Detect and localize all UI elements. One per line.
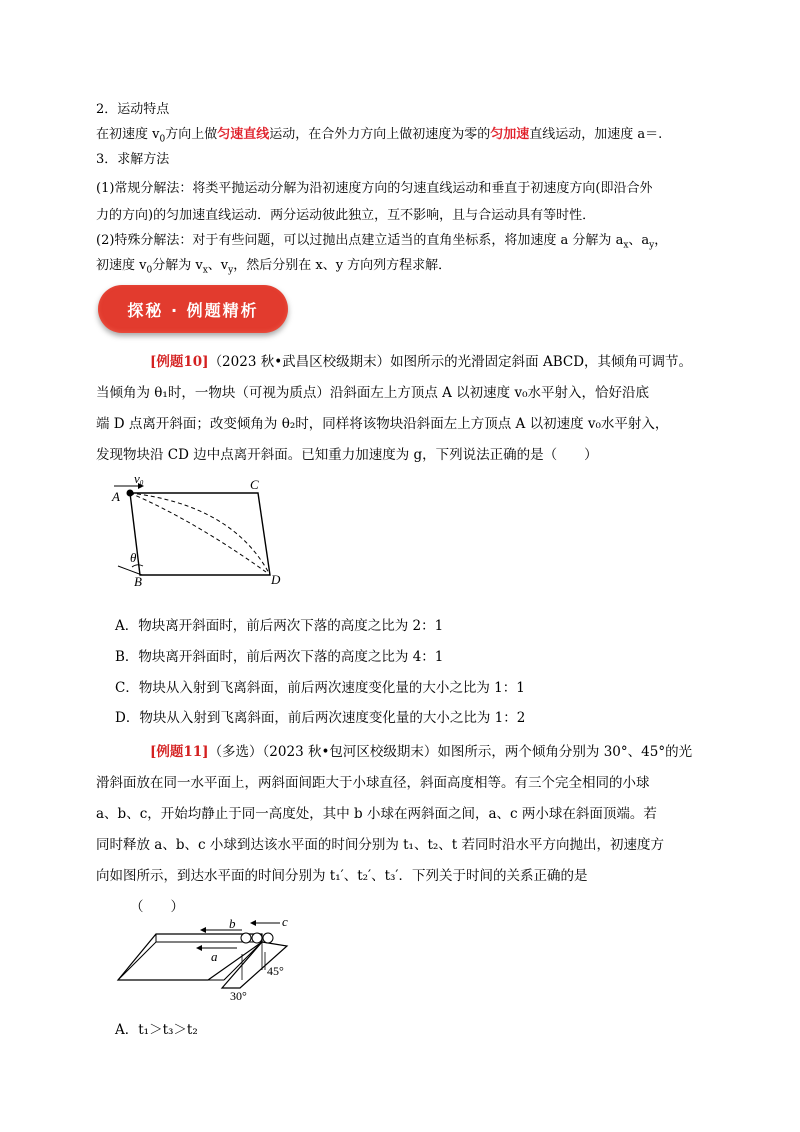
highlight-uniform-accel: 匀加速 — [490, 127, 530, 142]
two-inclines-figure — [112, 912, 302, 1007]
section-banner — [98, 285, 288, 333]
text-run: ， — [654, 233, 668, 248]
label-30: 30° — [230, 989, 247, 1003]
subscript: x — [202, 265, 208, 276]
method-2-line-2 — [96, 254, 451, 276]
example-11-line-1 — [150, 740, 692, 760]
section-2-heading: 2．运动特点 — [96, 102, 170, 117]
arrow-b-head — [200, 927, 206, 933]
ball-a — [241, 933, 251, 943]
arrow-c-head — [250, 920, 256, 926]
text-run: (2)特殊分解法：对于有些问题，可以过抛出点建立适当的直角坐标系，将加速度 a 分解为 a — [96, 233, 624, 248]
example-10-option-c: C．物块从入射到飞离斜面，前后两次速度变化量的大小之比为 1：1 — [115, 680, 525, 696]
label-theta: θ — [130, 550, 137, 565]
example-11-line-6: （ ） — [130, 899, 184, 915]
trajectory-2 — [130, 493, 270, 575]
example-11-line-2: 滑斜面放在同一水平面上，两斜面间距大于小球直径，斜面高度相等。有三个完全相同的小球 — [96, 775, 650, 791]
example-11-line-4: 同时释放 a、b、c 小球到达该水平面的时间分别为 t₁、t₂、t 若同时沿水平方向抛出，初速度方 — [96, 837, 665, 853]
example-10-tag: [例题10] — [150, 354, 209, 370]
text-run: ，然后分别在 x、y 方向列方程求解． — [233, 258, 452, 273]
ball-c — [263, 933, 273, 943]
example-10-option-d: D．物块从入射到飞离斜面，前后两次速度变化量的大小之比为 1：2 — [115, 710, 526, 726]
example-10-line-3: 端 D 点离开斜面；改变倾角为 θ₂时，同样将该物块沿斜面左上方顶点 A 以初速度 v₀水平射入， — [96, 416, 669, 432]
label-v0 — [134, 471, 144, 487]
example-11-tag: [例题11] — [150, 744, 209, 760]
trajectory-1 — [130, 493, 266, 572]
subscript: 0 — [159, 134, 166, 145]
highlight-uniform-linear: 匀速直线 — [217, 127, 270, 142]
method-2-line-1 — [96, 229, 667, 251]
ball-b — [252, 933, 262, 943]
banner-text: 探秘 · 例题精析 — [127, 300, 259, 320]
example-11-line-3: a、b、c，开始均静止于同一高度处，其中 b 小球在两斜面之间，a、c 两小球在斜面顶端。若 — [96, 806, 657, 822]
v0-text: v — [134, 471, 140, 486]
text-run: 初速度 v — [96, 258, 147, 273]
section-2-text — [96, 123, 662, 145]
example-10-line-2: 当倾角为 θ₁时，一物块（可视为质点）沿斜面左上方顶点 A 以初速度 v₀水平射入，恰好沿底 — [96, 385, 649, 401]
example-11-option-a: A．t₁＞t₃＞t₂ — [115, 1022, 198, 1038]
method-1-line-2: 力的方向)的匀加速直线运动．两分运动彼此独立，互不影响，且与合运动具有等时性． — [96, 208, 596, 223]
example-10-line-4: 发现物块沿 CD 边中点离开斜面。已知重力加速度为 g，下列说法正确的是（ ） — [96, 447, 598, 463]
label-c: c — [282, 914, 288, 929]
text-run: 、a — [628, 233, 650, 248]
incline-30-face — [118, 942, 156, 980]
v0-subscript: 0 — [139, 479, 144, 487]
text-run: 运动，在合外力方向上做初速度为零的 — [269, 127, 491, 142]
text-run: 、v — [207, 258, 229, 273]
arrow-a-head — [196, 945, 202, 951]
text-run: 在初速度 v — [96, 127, 160, 142]
label-a: a — [211, 949, 218, 964]
text-run: 直线运动，加速度 a＝. — [529, 127, 663, 142]
method-1-line-1: (1)常规分解法：将类平抛运动分解为沿初速度方向的匀速直线运动和垂直于初速度方向(即沿合外 — [96, 181, 653, 196]
label-b: B — [134, 574, 142, 589]
incline-outline — [130, 493, 270, 575]
example-11-line-5: 向如图所示，到达水平面的时间分别为 t₁′、t₂′、t₃′．下列关于时间的关系正确的是 — [96, 868, 588, 884]
example-10-option-a: A．物块离开斜面时，前后两次下落的高度之比为 2：1 — [115, 618, 444, 634]
example-10-line-1 — [150, 350, 692, 370]
text-run: （多选）（2023 秋•包河区校级期末）如图所示，两个倾角分别为 30°、45°的光 — [208, 744, 693, 760]
label-b: b — [229, 916, 236, 931]
angle-arc — [132, 565, 143, 567]
label-d: D — [271, 572, 281, 587]
text-run: 方向上做 — [165, 127, 218, 142]
incline-30 — [118, 934, 262, 980]
incline-abcd-figure — [108, 470, 298, 590]
label-c: C — [250, 477, 259, 492]
subscript: 0 — [146, 265, 153, 276]
label-45: 45° — [267, 964, 284, 978]
subscript: x — [623, 240, 629, 251]
text-run: （2023 秋•武昌区校级期末）如图所示的光滑固定斜面 ABCD，其倾角可调节。 — [208, 354, 693, 370]
text-run: 分解为 v — [152, 258, 203, 273]
example-10-option-b: B．物块离开斜面时，前后两次下落的高度之比为 4：1 — [115, 649, 444, 665]
block-point — [127, 490, 134, 497]
subscript: y — [649, 240, 655, 251]
label-a: A — [112, 489, 120, 504]
subscript: y — [228, 265, 234, 276]
section-3-heading: 3．求解方法 — [96, 152, 170, 167]
